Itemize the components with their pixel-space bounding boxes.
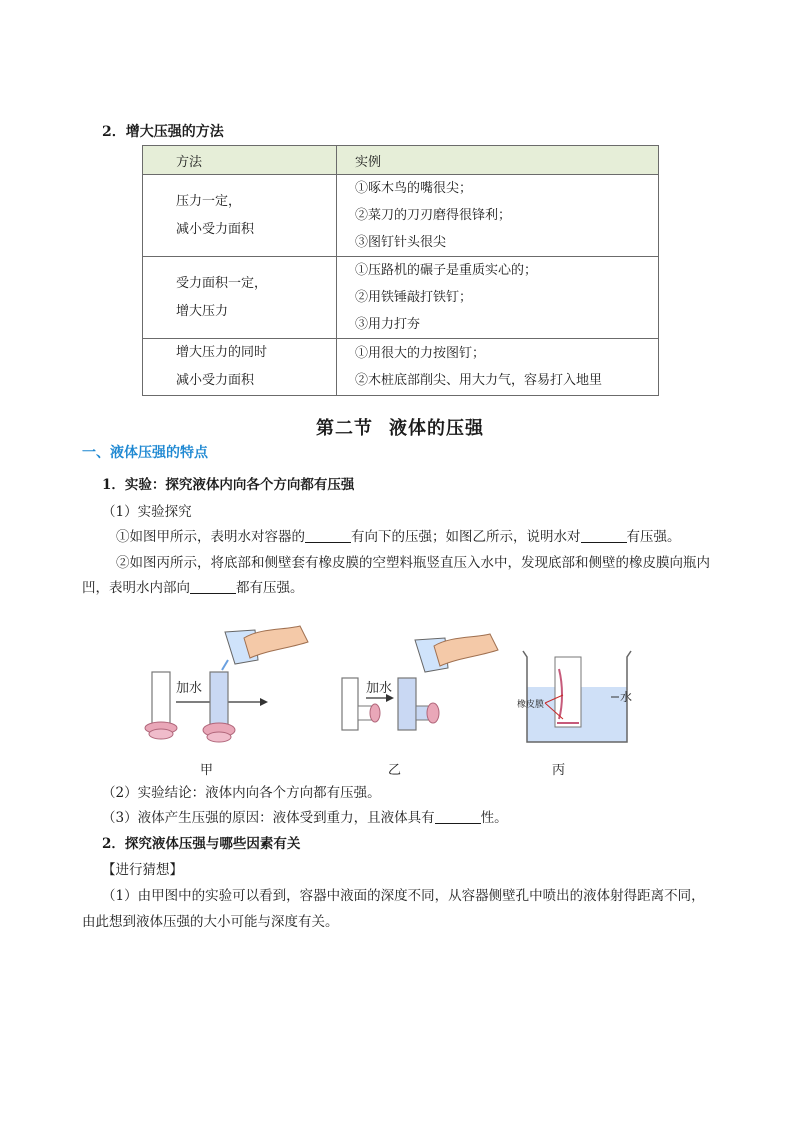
figure-label-jia: 甲 [200, 763, 214, 778]
paragraph-2a: ②如图丙所示，将底部和侧壁套有橡皮膜的空塑料瓶竖直压入水中，发现底部和侧壁的橡皮膜向瓶内 [116, 555, 710, 571]
fill-blank [435, 809, 481, 824]
fill-blank [581, 528, 627, 543]
fill-blank [305, 528, 351, 543]
method-cell: 压力一定， 减小受力面积 [143, 175, 337, 257]
item2-title: 2．探究液体压强与哪些因素有关 [102, 836, 301, 852]
subheading: 一、液体压强的特点 [82, 445, 208, 461]
table-row [143, 257, 659, 339]
header-example: 实例 [337, 146, 659, 175]
method-cell: 受力面积一定， 增大压力 [143, 257, 337, 339]
guess-heading: 【进行猜想】 [102, 862, 183, 878]
figure-label-bing: 丙 [552, 763, 566, 778]
add-water-label-b: 加水 [366, 681, 393, 696]
cause-line: （3）液体产生压强的原因：液体受到重力，且液体具有 性。 [102, 810, 508, 826]
item1-title: 1．实验：探究液体内向各个方向都有压强 [102, 477, 355, 493]
membrane-label: 橡皮膜 [517, 700, 545, 710]
example-cell: ①啄木鸟的嘴很尖； ②菜刀的刀刃磨得很锋利； ③图钉针头很尖 [337, 175, 659, 257]
header-method: 方法 [143, 146, 337, 175]
methods-table [142, 145, 659, 396]
figure-yi [330, 620, 510, 750]
guess-paragraph-2: 由此想到液体压强的大小可能与深度有关。 [82, 914, 339, 930]
paragraph-1: ①如图甲所示，表明水对容器的 有向下的压强；如图乙所示，说明水对 有压强。 [116, 529, 681, 545]
figure-label-yi: 乙 [388, 763, 402, 778]
conclusion: （2）实验结论：液体内向各个方向都有压强。 [102, 785, 381, 801]
guess-paragraph-1: （1）由甲图中的实验可以看到，容器中液面的深度不同，从容器侧壁孔中喷出的液体射得距离不同， [102, 888, 705, 904]
item1-sub1: （1）实验探究 [102, 504, 192, 520]
method-cell: 增大压力的同时 减小受力面积 [143, 339, 337, 396]
table-header-row [143, 146, 659, 175]
water-label: 水 [620, 690, 633, 704]
paragraph-2b: 凹，表明水内部向 都有压强。 [82, 580, 304, 596]
table-row [143, 175, 659, 257]
example-cell: ①用很大的力按图钉； ②木桩底部削尖、用大力气，容易打入地里 [337, 339, 659, 396]
example-cell: ①压路机的碾子是重质实心的； ②用铁锤敲打铁钉； ③用力打夯 [337, 257, 659, 339]
figure-bing [515, 645, 640, 750]
table-row [143, 339, 659, 396]
figure-jia [140, 620, 320, 750]
chapter-title: 第二节 液体的压强 [316, 418, 484, 439]
add-water-label-a: 加水 [176, 681, 203, 696]
fill-blank [190, 579, 236, 594]
section-heading: 2．增大压强的方法 [102, 124, 224, 140]
